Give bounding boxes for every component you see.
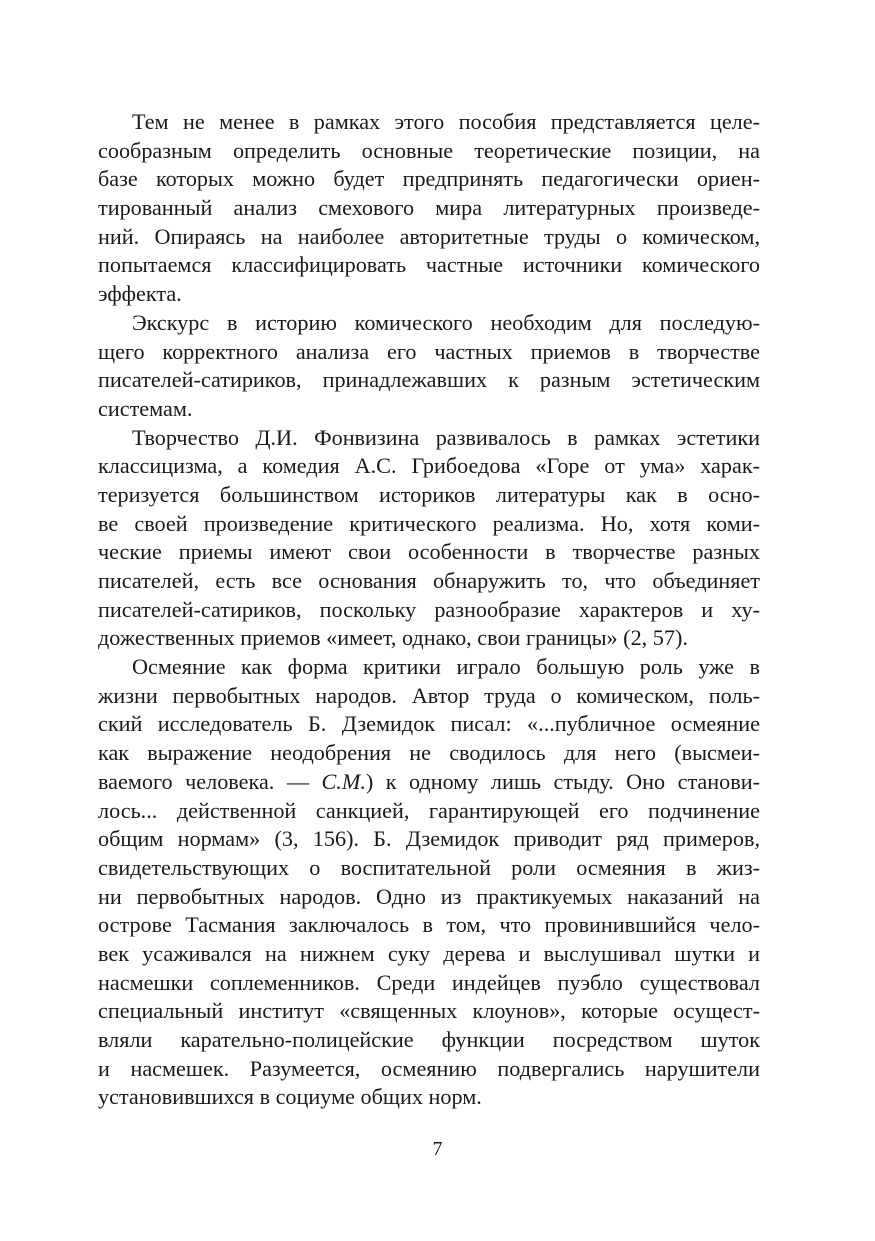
text-line: и насмешек. Разумеется, осмеянию подвергались нарушители: [98, 1055, 760, 1081]
text-line: острове Тасмания заключалось в том, что провинившийся чело-: [98, 912, 760, 938]
text-line: лось... действенной санкцией, гарантирующей его подчинение: [98, 797, 760, 823]
text-line: сообразным определить основные теоретические позиции, на: [98, 137, 760, 163]
text-line: классицизма, а комедия А.С. Грибоедова «Горе от ума» харак-: [98, 453, 760, 479]
text-line: ческие приемы имеют свои особенности в творчестве разных: [98, 539, 760, 565]
text-line: установившихся в социуме общих норм.: [98, 1084, 482, 1110]
text-line: Экскурс в историю комического необходим для последую-: [132, 309, 760, 335]
page-number: 7: [432, 1138, 443, 1160]
text-line: эффекта.: [98, 281, 182, 307]
text-line: базе которых можно будет предпринять педагогически ориен-: [98, 166, 760, 192]
text-line: ни первобытных народов. Одно из практикуемых наказаний на: [98, 883, 760, 909]
text-line: дожественных приемов «имеет, однако, свои границы» (2, 57).: [98, 625, 688, 651]
text-line: попытаемся классифицировать частные источники комического: [98, 252, 760, 278]
text-line: писателей-сатириков, принадлежавших к разным эстетическим: [98, 367, 760, 393]
text-line: ний. Опираясь на наиболее авторитетные труды о комическом,: [98, 223, 760, 249]
text-line: [98, 768, 760, 797]
text-line: вляли карательно-полицейские функции посредством шуток: [98, 1027, 760, 1052]
text-line: специальный институт «священных клоунов», которые осущест-: [98, 998, 760, 1024]
text-line: жизни первобытных народов. Автор труда о комическом, поль-: [98, 682, 760, 708]
text-line: свидетельствующих о воспитательной роли осмеяния в жиз-: [98, 854, 760, 880]
text-line: теризуется большинством историков литературы как в осно-: [98, 481, 760, 507]
text-line: как выражение неодобрения не сводилось для него (высмеи-: [98, 740, 760, 766]
text-line: век усаживался на нижнем суку дерева и выслушивал шутки и: [98, 940, 760, 966]
page-body: [98, 108, 760, 1112]
text-line: писателей-сатириков, поскольку разнообразие характеров и ху-: [98, 596, 760, 622]
text-line: ский исследователь Б. Дземидок писал: «...публичное осмеяние: [98, 711, 760, 737]
paragraph-4: [98, 653, 760, 1112]
text-segment: ) к одному лишь стыду. Оно станови-: [365, 768, 760, 794]
author-initials: С.М.: [321, 768, 366, 794]
text-line: насмешки соплеменников. Среди индейцев пуэбло существовал: [98, 969, 760, 995]
text-line: тированный анализ смехового мира литературных произведе-: [98, 195, 760, 221]
text-line: системам.: [98, 395, 193, 421]
text-line: щего корректного анализа его частных приемов в творчестве: [98, 338, 760, 364]
text-line: Осмеяние как форма критики играло большую роль уже в: [132, 654, 760, 680]
paragraph-2: [98, 309, 760, 424]
text-line: Творчество Д.И. Фонвизина развивалось в рамках эстетики: [132, 424, 760, 450]
paragraph-3: [98, 424, 760, 654]
text-segment: ваемого человека. —: [98, 768, 322, 794]
text-line: писателей, есть все основания обнаружить то, что объединяет: [98, 568, 760, 593]
text-line: ве своей произведение критического реализма. Но, хотя коми-: [98, 510, 760, 536]
text-line: Тем не менее в рамках этого пособия представляется целе-: [132, 109, 760, 134]
text-line: общим нормам» (3, 156). Б. Дземидок приводит ряд примеров,: [98, 826, 760, 852]
paragraph-1: [98, 108, 760, 309]
